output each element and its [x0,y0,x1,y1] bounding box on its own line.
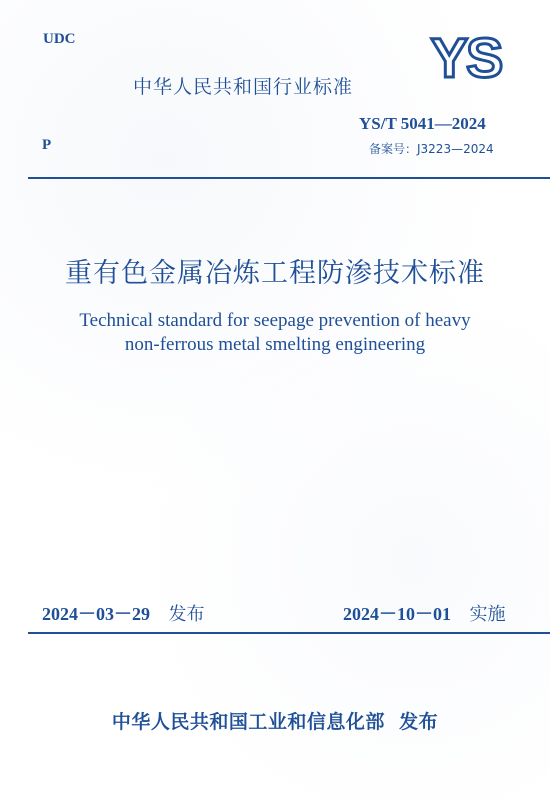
implement-date-block [343,600,506,626]
industry-standard-title: 中华人民共和国行业标准 [133,76,354,98]
english-title [0,309,550,357]
standard-code: YS/T 5041—2024 [359,114,486,133]
record-number: 备案号：J3223—2024 [369,142,494,156]
implement-label: 实施 [469,604,506,625]
top-divider [28,177,550,179]
publish-label: 发布 [168,604,205,625]
publish-date: 2024－03－29 [42,604,150,624]
issuer: 中华人民共和国工业和信息化部 发布 [111,711,439,733]
udc-label: UDC [43,31,76,47]
ys-logo-text: YS [430,30,502,82]
implement-date: 2024－10－01 [343,604,451,624]
classification-label: P [42,137,52,153]
bottom-divider [28,632,550,634]
publish-date-block [42,600,205,626]
english-title-line-1: Technical standard for seepage prevention of heavy [79,310,471,331]
chinese-title: 重有色金属冶炼工程防渗技术标准 [65,258,485,289]
english-title-line-2: non-ferrous metal smelting engineering [124,334,426,355]
ys-logo [418,30,514,82]
